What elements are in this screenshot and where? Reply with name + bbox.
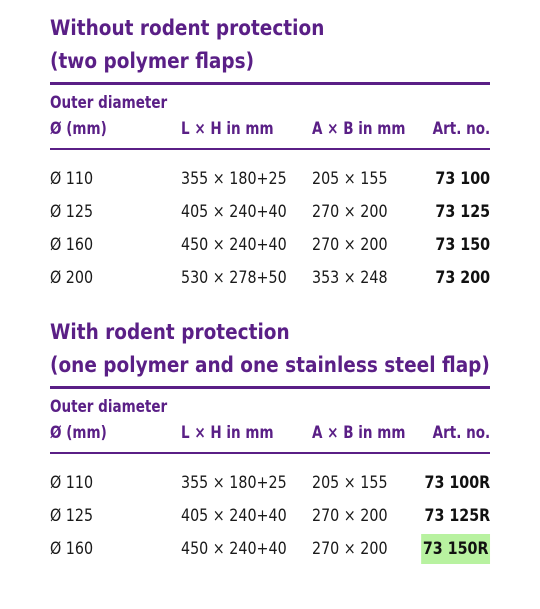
header-diameter-unit: Ø (mm) [50,423,107,442]
cell-lxh: 405 × 240+40 [181,506,287,526]
cell-axb: 270 × 200 [312,506,388,526]
header-axb: A × B in mm [312,119,406,138]
table-header [50,85,490,150]
cell-axb: 270 × 200 [312,202,388,222]
cell-diameter: Ø 110 [50,473,94,493]
header-outer-diameter: Outer diameter [50,93,168,112]
cell-art-no: 73 100 [435,169,490,189]
section-without-rodent-protection [50,12,490,296]
header-axb: A × B in mm [312,423,406,442]
cell-lxh: 450 × 240+40 [181,235,287,255]
cell-lxh: 405 × 240+40 [181,202,287,222]
cell-lxh: 530 × 278+50 [181,268,287,288]
table-row [50,263,490,296]
product-tables [50,12,490,567]
cell-lxh: 355 × 180+25 [181,169,287,189]
section-title-line1: Without rodent protection [50,16,325,41]
table-row [50,468,490,501]
cell-diameter: Ø 125 [50,506,94,526]
cell-diameter: Ø 200 [50,268,94,288]
cell-diameter: Ø 110 [50,169,94,189]
cell-axb: 205 × 155 [312,473,388,493]
cell-axb: 270 × 200 [312,235,388,255]
section-title-line2: (one polymer and one stainless steel flap) [50,353,490,378]
header-art-no: Art. no. [432,423,490,442]
cell-art-no-highlighted: 73 150R [421,534,490,564]
header-lxh: L × H in mm [181,423,274,442]
cell-axb: 270 × 200 [312,539,388,559]
table-row [50,534,490,567]
cell-art-no: 73 125R [424,506,490,526]
section-title-line2: (two polymer flaps) [50,49,255,74]
cell-lxh: 355 × 180+25 [181,473,287,493]
cell-diameter: Ø 160 [50,235,94,255]
cell-lxh: 450 × 240+40 [181,539,287,559]
table-row [50,164,490,197]
cell-diameter: Ø 125 [50,202,94,222]
cell-axb: 353 × 248 [312,268,388,288]
table-header [50,389,490,454]
section-title-line1: With rodent protection [50,320,290,345]
cell-art-no: 73 150 [435,235,490,255]
header-diameter-unit: Ø (mm) [50,119,107,138]
table-row [50,230,490,263]
cell-axb: 205 × 155 [312,169,388,189]
cell-diameter: Ø 160 [50,539,94,559]
section-with-rodent-protection [50,316,490,567]
header-art-no: Art. no. [432,119,490,138]
table-row [50,501,490,534]
header-lxh: L × H in mm [181,119,274,138]
cell-art-no: 73 200 [435,268,490,288]
cell-art-no: 73 125 [435,202,490,222]
cell-art-no: 73 100R [424,473,490,493]
table-row [50,197,490,230]
header-outer-diameter: Outer diameter [50,397,168,416]
